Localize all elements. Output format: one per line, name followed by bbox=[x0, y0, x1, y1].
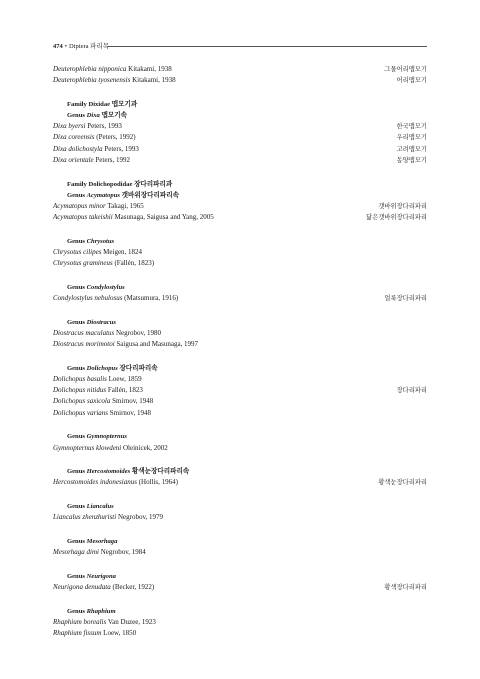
species-name: Gymnopternus klowdeni bbox=[53, 443, 122, 452]
taxon-section bbox=[53, 179, 427, 224]
rank-label: Genus bbox=[67, 468, 85, 476]
species-name: Dolichopus basalis bbox=[53, 375, 107, 384]
taxon-name: Liancalus bbox=[86, 503, 114, 511]
species-entry bbox=[53, 212, 427, 223]
taxon-name: Dixa bbox=[86, 112, 100, 120]
taxon-name: Gymnopternus bbox=[86, 433, 127, 441]
species-entry bbox=[53, 64, 427, 75]
korean-common-name: 장다리파리 bbox=[396, 387, 427, 395]
taxon-section bbox=[53, 466, 427, 488]
family-heading bbox=[53, 99, 427, 110]
taxon-name: Acymatopus bbox=[86, 191, 120, 199]
species-name: Deuterophlebia nipponica bbox=[53, 65, 127, 73]
genus-heading bbox=[53, 190, 427, 201]
species-author: Kitakami, 1938 bbox=[128, 65, 172, 73]
taxon-name: Dolichopus bbox=[86, 364, 118, 372]
korean-name: 맵모기과 bbox=[111, 100, 138, 108]
taxon-section bbox=[53, 282, 427, 304]
korean-name: 맵모기속 bbox=[101, 112, 127, 120]
species-entry bbox=[53, 258, 427, 269]
species-name: Dolichopus saxicola bbox=[53, 397, 111, 406]
species-entry bbox=[53, 155, 427, 166]
genus-heading bbox=[53, 501, 427, 512]
species-author: Meigen, 1824 bbox=[103, 248, 143, 257]
species-name: Deuterophlebia tyosenensis bbox=[53, 76, 131, 85]
species-name: Acymatopus takeishii bbox=[53, 213, 113, 222]
species-author: Van Duzee, 1923 bbox=[107, 617, 156, 626]
rank-label: Genus bbox=[67, 364, 85, 372]
species-author: Masunaga, Saigusa and Yang, 2005 bbox=[114, 213, 214, 222]
taxon-section bbox=[53, 571, 427, 593]
rank-label: Genus bbox=[67, 607, 85, 615]
species-entry bbox=[53, 396, 427, 407]
genus-heading bbox=[53, 431, 427, 442]
korean-common-name: 그물어리맵모기 bbox=[384, 66, 427, 73]
rank-label: Genus bbox=[67, 537, 85, 545]
species-name: Diostracus maculatus bbox=[53, 328, 115, 337]
species-entry bbox=[53, 293, 427, 304]
species-author: Smirnov, 1948 bbox=[112, 397, 154, 406]
species-author: (Becker, 1922) bbox=[112, 583, 155, 592]
taxon-section bbox=[53, 99, 427, 166]
taxon-name: Diostracus bbox=[86, 318, 116, 326]
korean-common-name: 한국맵모기 bbox=[396, 123, 427, 131]
species-entry bbox=[53, 328, 427, 339]
species-entry bbox=[53, 617, 427, 628]
page-header bbox=[53, 41, 427, 53]
korean-common-name: 우리맵모기 bbox=[396, 134, 427, 142]
genus-heading bbox=[53, 236, 427, 247]
species-list bbox=[53, 64, 427, 652]
korean-common-name: 갯바위장다리파리 bbox=[378, 202, 427, 210]
taxon-name: Dixidae bbox=[88, 100, 111, 108]
rank-label: Family bbox=[67, 100, 87, 108]
species-author: Takagi, 1965 bbox=[107, 201, 144, 210]
korean-common-name: 얼룩장다리파리 bbox=[384, 295, 427, 303]
species-name: Dixa coreensis bbox=[53, 133, 95, 142]
genus-heading bbox=[53, 282, 427, 293]
rank-label: Genus bbox=[67, 503, 85, 511]
species-entry bbox=[53, 247, 427, 258]
rank-label: Genus bbox=[67, 237, 85, 245]
korean-common-name: 황색장다리파리 bbox=[384, 584, 427, 592]
taxon-section bbox=[53, 536, 427, 558]
korean-name: 장다리파리속 bbox=[119, 364, 158, 372]
korean-common-name: 황색눈장다리파리 bbox=[378, 479, 427, 487]
taxon-section bbox=[53, 64, 427, 86]
species-entry bbox=[53, 132, 427, 143]
species-name: Dixa orientale bbox=[53, 155, 94, 164]
species-author: Negrobov, 1979 bbox=[117, 513, 163, 522]
genus-heading bbox=[53, 571, 427, 582]
species-author: Negrobov, 1980 bbox=[116, 328, 162, 337]
species-name: Chrysotus cilipes bbox=[53, 248, 102, 257]
species-name: Hercostomoides indonesianus bbox=[53, 478, 137, 487]
taxon-section bbox=[53, 363, 427, 419]
species-name: Rhaphium borealis bbox=[53, 617, 107, 626]
korean-name: 황색눈장다리파리속 bbox=[131, 468, 190, 476]
taxon-name: Condylostylus bbox=[86, 283, 125, 291]
species-author: Peters, 1993 bbox=[87, 122, 122, 131]
species-name: Condylostylus nebulosus bbox=[53, 294, 123, 303]
species-name: Rhaphium fissum bbox=[53, 629, 102, 638]
species-name: Neurigona denudata bbox=[53, 583, 111, 592]
page-number: 474 bbox=[53, 43, 63, 50]
species-name: Dolichopus varians bbox=[53, 408, 109, 417]
species-name: Liancalus zhenzhuristi bbox=[53, 513, 117, 522]
family-heading bbox=[53, 179, 427, 190]
rank-label: Genus bbox=[67, 283, 85, 291]
species-entry bbox=[53, 408, 427, 419]
taxon-name: Chrysotus bbox=[86, 237, 115, 245]
species-entry bbox=[53, 374, 427, 385]
species-author: Fallén, 1823 bbox=[107, 386, 143, 395]
species-entry bbox=[53, 385, 427, 396]
genus-heading bbox=[53, 606, 427, 617]
taxon-section bbox=[53, 431, 427, 453]
genus-heading bbox=[53, 110, 427, 121]
species-author: Peters, 1992 bbox=[95, 155, 130, 164]
species-entry bbox=[53, 443, 427, 454]
species-name: Chrysotus gramineus bbox=[53, 259, 113, 268]
rank-label: Genus bbox=[67, 112, 85, 120]
taxon-name: Rhaphium bbox=[86, 607, 116, 615]
species-author: (Hollis, 1964) bbox=[138, 478, 178, 487]
korean-common-name: 고려맵모기 bbox=[396, 145, 427, 153]
species-name: Dolichopus nitidus bbox=[53, 386, 107, 395]
genus-heading bbox=[53, 317, 427, 328]
species-entry bbox=[53, 121, 427, 132]
species-author: Saigusa and Masunaga, 1997 bbox=[116, 340, 199, 349]
species-name: Dixa byersi bbox=[53, 122, 86, 131]
korean-common-name: 닮은갯바위장다리파리 bbox=[366, 214, 427, 222]
species-author: (Peters, 1992) bbox=[96, 133, 136, 142]
rank-label: Family bbox=[67, 180, 87, 188]
taxon-name: Hercostomoides bbox=[86, 468, 131, 476]
species-entry bbox=[53, 75, 427, 86]
running-title: Diptera 파리목 bbox=[69, 43, 109, 50]
taxon-name: Mesorhaga bbox=[86, 537, 118, 545]
taxon-name: Dolichopodidae bbox=[88, 180, 133, 188]
species-entry bbox=[53, 201, 427, 212]
korean-name: 장다리파리과 bbox=[134, 180, 173, 188]
rank-label: Genus bbox=[67, 572, 85, 580]
taxon-name: Neurigona bbox=[86, 572, 116, 580]
taxon-section bbox=[53, 236, 427, 270]
taxon-section bbox=[53, 606, 427, 640]
taxon-section bbox=[53, 317, 427, 351]
species-entry bbox=[53, 512, 427, 523]
species-name: Mesorhaga dimi bbox=[53, 548, 99, 557]
species-author: (Matsumura, 1916) bbox=[124, 294, 179, 303]
header-rule bbox=[107, 46, 427, 47]
korean-name: 갯바위장다리파리속 bbox=[121, 191, 179, 199]
genus-heading bbox=[53, 363, 427, 374]
species-author: Loew, 1859 bbox=[108, 375, 142, 384]
species-entry bbox=[53, 628, 427, 639]
taxon-section bbox=[53, 501, 427, 523]
genus-heading bbox=[53, 466, 427, 477]
header-bullet: • bbox=[64, 43, 68, 50]
species-author: Oleinicek, 2002 bbox=[123, 443, 168, 452]
species-name: Diostracus morimotoi bbox=[53, 340, 115, 349]
korean-common-name: 어리맵모기 bbox=[396, 77, 427, 85]
korean-common-name: 동양맵모기 bbox=[396, 156, 427, 164]
species-author: Negrobov, 1984 bbox=[100, 548, 146, 557]
species-entry bbox=[53, 477, 427, 488]
species-entry bbox=[53, 582, 427, 593]
rank-label: Genus bbox=[67, 318, 85, 326]
species-entry bbox=[53, 144, 427, 155]
species-author: Kitakami, 1938 bbox=[132, 76, 176, 85]
species-entry bbox=[53, 547, 427, 558]
rank-label: Genus bbox=[67, 433, 85, 441]
species-name: Acymatopus minor bbox=[53, 201, 106, 210]
species-author: Loew, 1850 bbox=[103, 629, 137, 638]
species-author: (Fallén, 1823) bbox=[114, 259, 155, 268]
species-author: Smirnov, 1948 bbox=[109, 408, 151, 417]
species-entry bbox=[53, 339, 427, 350]
species-author: Peters, 1993 bbox=[104, 144, 139, 153]
species-name: Dixa dolichostyla bbox=[53, 144, 103, 153]
genus-heading bbox=[53, 536, 427, 547]
rank-label: Genus bbox=[67, 191, 85, 199]
